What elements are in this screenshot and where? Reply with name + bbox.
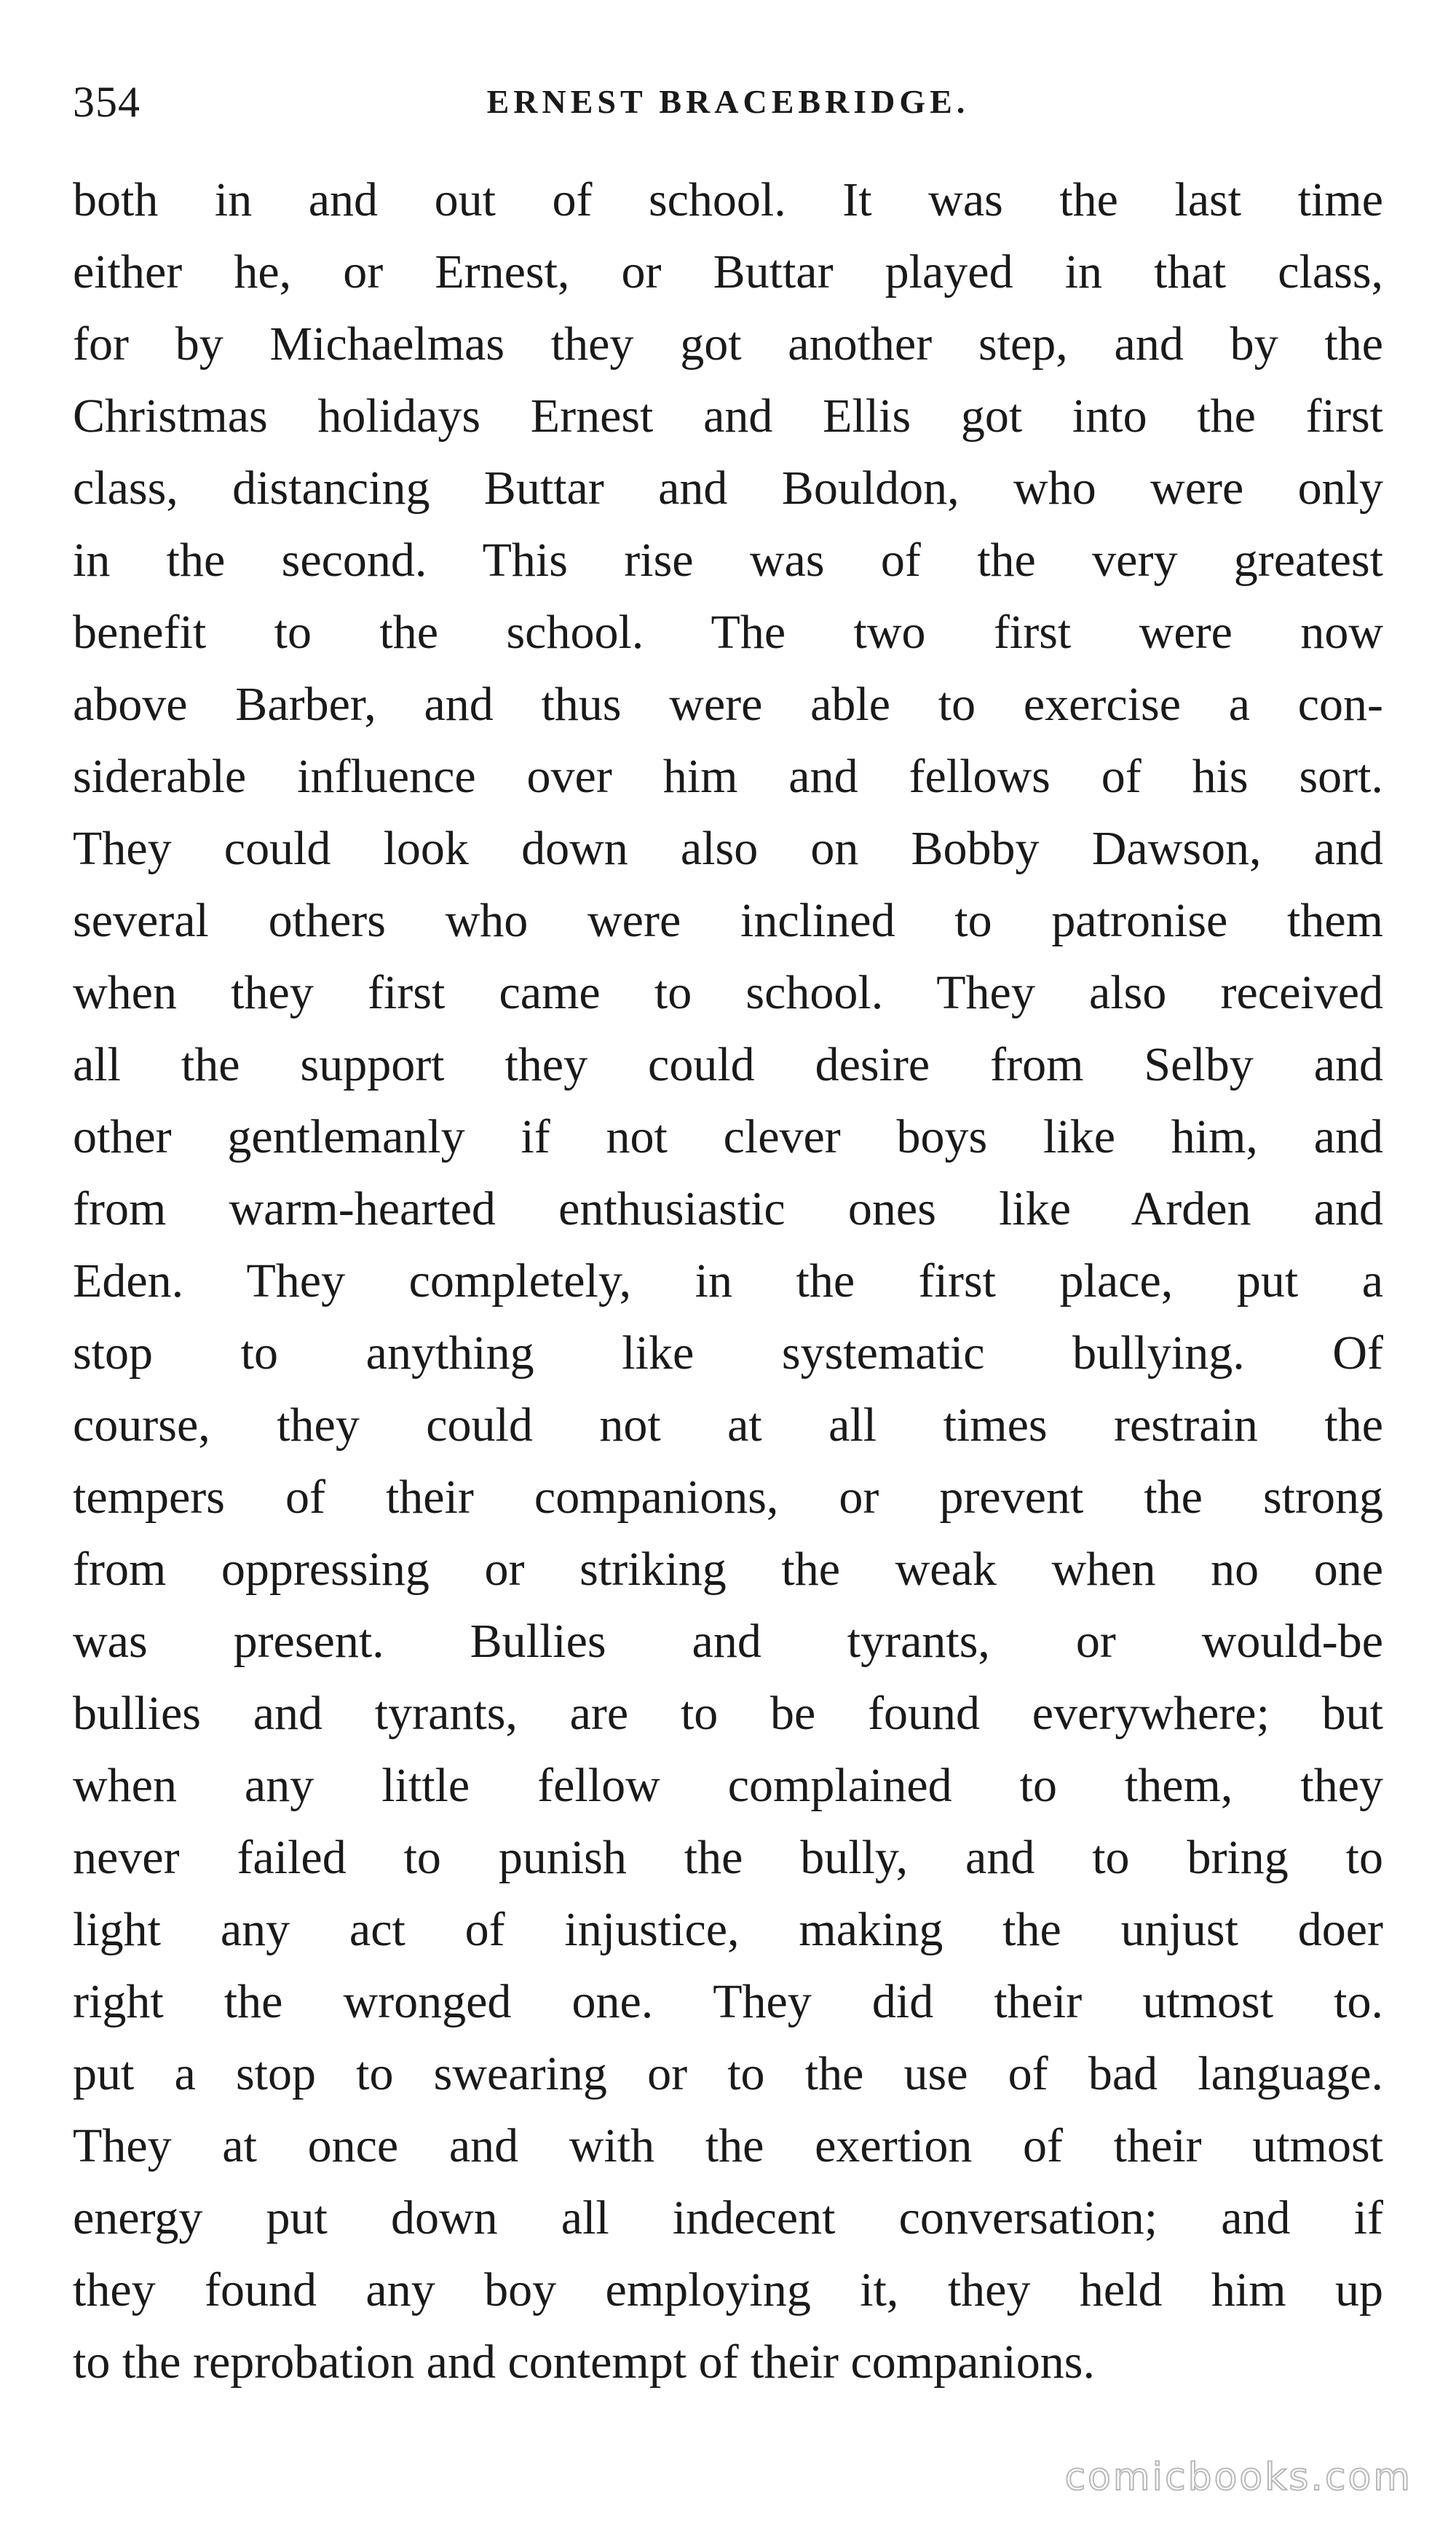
body-text bbox=[73, 164, 1383, 2398]
text-line: from warm-hearted enthusiastic ones like Arden and bbox=[73, 1182, 1383, 1235]
text-line: in the second. This rise was of the very greatest bbox=[73, 534, 1383, 587]
text-line: right the wronged one. They did their utmost to. bbox=[73, 1975, 1383, 2028]
page-header bbox=[73, 69, 1383, 135]
text-line: other gentlemanly if not clever boys like him, and bbox=[73, 1110, 1383, 1163]
text-line: either he, or Ernest, or Buttar played in that class, bbox=[73, 245, 1383, 298]
text-line: siderable influence over him and fellows of his sort. bbox=[73, 750, 1383, 803]
text-line: benefit to the school. The two first were now bbox=[73, 606, 1383, 659]
text-line: when any little fellow complained to them, they bbox=[73, 1759, 1383, 1812]
text-line: for by Michaelmas they got another step, and by the bbox=[73, 317, 1383, 371]
text-line: light any act of injustice, making the unjust doer bbox=[73, 1903, 1383, 1956]
text-line: above Barber, and thus were able to exercise a con- bbox=[73, 678, 1383, 731]
page-number: 354 bbox=[73, 78, 141, 126]
text-line: when they first came to school. They also received bbox=[73, 966, 1383, 1019]
text-line: they found any boy employing it, they held him up bbox=[73, 2263, 1383, 2317]
text-line: Christmas holidays Ernest and Ellis got into the first bbox=[73, 389, 1383, 443]
text-line: stop to anything like systematic bullying. Of bbox=[73, 1326, 1383, 1380]
text-line: They could look down also on Bobby Dawson, and bbox=[73, 822, 1383, 875]
text-line: bullies and tyrants, are to be found everywhere; but bbox=[73, 1687, 1383, 1740]
text-line: put a stop to swearing or to the use of bad language. bbox=[73, 2047, 1383, 2100]
text-line: class, distancing Buttar and Bouldon, who were only bbox=[73, 462, 1383, 515]
text-line: all the support they could desire from Selby and bbox=[73, 1038, 1383, 1091]
text-line: never failed to punish the bully, and to bring to bbox=[73, 1831, 1383, 1884]
text-line: Eden. They completely, in the first place, put a bbox=[73, 1254, 1383, 1307]
text-line: was present. Bullies and tyrants, or would-be bbox=[73, 1615, 1383, 1668]
text-line: energy put down all indecent conversation; and if bbox=[73, 2191, 1383, 2244]
text-line: several others who were inclined to patronise them bbox=[73, 894, 1383, 947]
text-line: They at once and with the exertion of their utmost bbox=[73, 2119, 1383, 2172]
text-line: tempers of their companions, or prevent the strong bbox=[73, 1471, 1383, 1524]
watermark: comicbooks.com bbox=[1064, 2456, 1412, 2499]
text-line: both in and out of school. It was the last time bbox=[73, 173, 1383, 226]
running-title: ERNEST BRACEBRIDGE. bbox=[486, 83, 970, 120]
text-line: to the reprobation and contempt of their companions. bbox=[73, 2335, 1095, 2389]
text-line: from oppressing or striking the weak when no one bbox=[73, 1543, 1383, 1596]
text-line: course, they could not at all times restrain the bbox=[73, 1398, 1383, 1452]
